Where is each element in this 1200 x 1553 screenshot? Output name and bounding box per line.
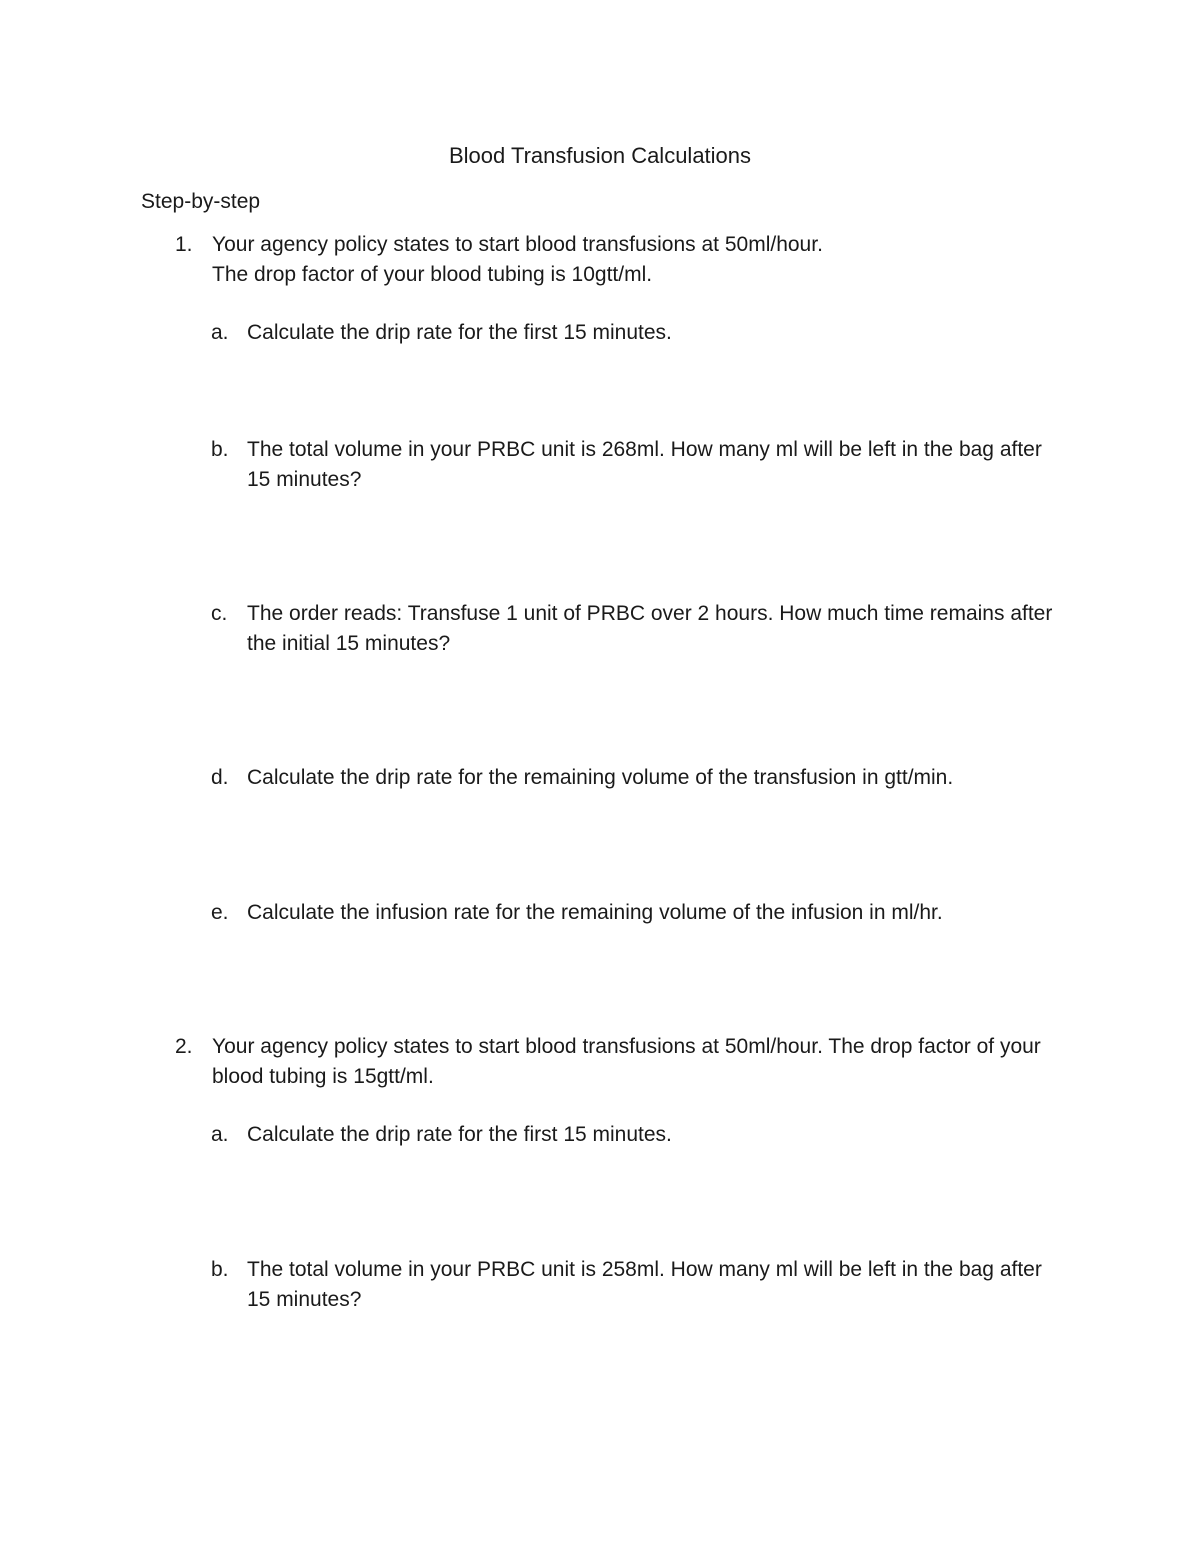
part-letter: a. [211,1123,229,1146]
part-letter: c. [211,602,228,625]
question-1-part-b [211,435,1061,495]
question-line: The drop factor of your blood tubing is 10gtt/ml. [212,263,653,286]
question-text: Your agency policy states to start blood transfusions at 50ml/hour. The drop factor of your blood tubing is 15gtt/ml. [212,1035,1041,1088]
part-letter: b. [211,1258,229,1281]
part-text: The total volume in your PRBC unit is 268ml. How many ml will be left in the bag after 15 minutes? [247,438,1042,491]
part-text: Calculate the infusion rate for the remaining volume of the infusion in ml/hr. [247,901,943,924]
question-number: 2. [175,1035,193,1058]
question-1 [175,230,1055,290]
part-text: Calculate the drip rate for the first 15 minutes. [247,1123,672,1146]
question-number: 1. [175,233,193,256]
question-2-part-a [211,1120,1061,1150]
part-text: The order reads: Transfuse 1 unit of PRBC over 2 hours. How much time remains after the initial 15 minutes? [247,602,1053,655]
part-letter: a. [211,321,229,344]
question-1-part-e [211,898,1091,928]
document-title: Blood Transfusion Calculations [448,143,752,168]
part-letter: d. [211,766,229,789]
question-2 [175,1032,1055,1092]
question-text [212,230,1055,290]
document-subtitle: Step-by-step [141,190,261,213]
part-letter: e. [211,901,229,924]
question-1-part-c [211,599,1061,659]
part-text: The total volume in your PRBC unit is 258ml. How many ml will be left in the bag after 15 minutes? [247,1258,1042,1311]
part-text: Calculate the drip rate for the remaining volume of the transfusion in gtt/min. [247,766,954,789]
part-text: Calculate the drip rate for the first 15 minutes. [247,321,672,344]
question-1-part-d [211,763,1091,793]
question-2-part-b [211,1255,1061,1315]
question-1-part-a [211,318,1061,348]
part-letter: b. [211,438,229,461]
question-line: Your agency policy states to start blood transfusions at 50ml/hour. [212,233,823,256]
